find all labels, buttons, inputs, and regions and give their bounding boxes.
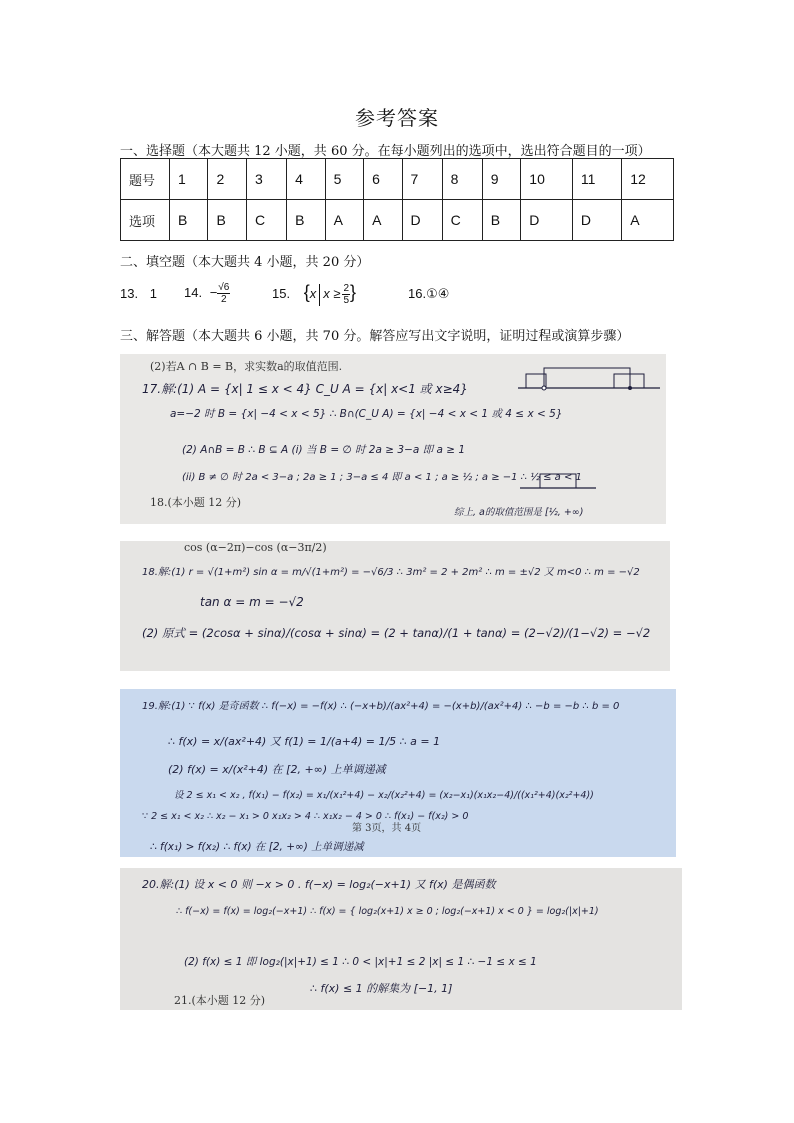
table-cell: B	[287, 200, 325, 241]
section2-heading: 二、填空题（本大题共 4 小题，共 20 分）	[120, 255, 370, 270]
answer-14	[184, 282, 230, 305]
handwritten-line: tan α = m = −√2	[200, 595, 304, 609]
photo-solution-18	[120, 541, 670, 671]
handwritten-line: 17.解:(1) A = {x| 1 ≤ x < 4} C_U A = {x| x<1 或 x≥4}	[142, 382, 468, 396]
handwritten-line: 20.解:(1) 设 x < 0 则 −x > 0 . f(−x) = log₂(−x+1) 又 f(x) 是偶函数	[142, 878, 496, 891]
handwritten-line: 设 2 ≤ x₁ < x₂ , f(x₁) − f(x₂) = x₁/(x₁²+4) − x₂/(x₂²+4) = (x₂−x₁)(x₁x₂−4)/((x₁²+4)(x₂²+4))	[174, 790, 594, 801]
handwritten-line: ∵ 2 ≤ x₁ < x₂ ∴ x₂ − x₁ > 0 x₁x₂ > 4 ∴ x₁x₂ − 4 > 0 ∴ f(x₁) − f(x₂) > 0	[142, 811, 469, 822]
table-cell: D	[572, 200, 621, 241]
table-cell: B	[208, 200, 246, 241]
table-cell: C	[442, 200, 482, 241]
q15-open-brace: {	[303, 282, 310, 302]
table-cell: A	[364, 200, 402, 241]
photo-solution-20	[120, 868, 682, 1010]
table-cell: B	[482, 200, 520, 241]
photo-solution-17	[120, 354, 666, 524]
row-label-answer: 选项	[121, 200, 170, 241]
printed-question-text: (2)若A ∩ B = B，求实数a的取值范围.	[150, 360, 343, 373]
q14-sign: −	[209, 284, 218, 300]
printed-question-text: cos (α−2π)−cos (α−3π/2)	[184, 541, 327, 554]
q16-label: 16.	[408, 286, 427, 301]
table-cell: 11	[572, 159, 621, 200]
table-cell: D	[402, 200, 442, 241]
q13-label: 13.	[120, 286, 139, 301]
q16-value: ①④	[426, 286, 450, 301]
q15-condition: x ≥	[323, 286, 341, 301]
q14-numerator: √6	[218, 282, 230, 293]
page-number-text: 第 3页，共 4页	[352, 823, 422, 834]
section1-heading: 一、选择题（本大题共 12 小题，共 60 分。在每小题列出的选项中，选出符合题目的一项）	[120, 144, 651, 159]
q15-fraction	[342, 283, 350, 306]
q14-label: 14.	[184, 284, 203, 300]
handwritten-line: ∴ f(−x) = f(x) = log₂(−x+1) ∴ f(x) = { log₂(x+1) x ≥ 0 ; log₂(−x+1) x < 0 } = log₂(|x|+1)	[176, 906, 599, 917]
table-cell: D	[521, 200, 573, 241]
table-cell: 5	[325, 159, 363, 200]
table-row	[121, 159, 674, 200]
handwritten-line: (2) f(x) = x/(x²+4) 在 [2, +∞) 上单调递减	[168, 763, 386, 776]
photo-solution-19	[120, 689, 676, 857]
number-line-sketch-icon	[518, 466, 598, 496]
handwritten-line: (2) 原式 = (2cosα + sinα)/(cosα + sinα) = (2 + tanα)/(1 + tanα) = (2−√2)/(1−√2) = −√2	[142, 626, 651, 640]
table-cell: 2	[208, 159, 246, 200]
row-label-number: 题号	[121, 159, 170, 200]
answer-16	[408, 286, 449, 302]
table-cell: 7	[402, 159, 442, 200]
table-cell: A	[622, 200, 674, 241]
table-cell: 4	[287, 159, 325, 200]
handwritten-line: (ii) B ≠ ∅ 时 2a < 3−a ; 2a ≥ 1 ; 3−a ≤ 4 即 a < 1 ; a ≥ ½ ; a ≥ −1 ∴ ½ ≤ a < 1	[182, 472, 582, 483]
handwritten-line: ∴ f(x) = x/(ax²+4) 又 f(1) = 1/(a+4) = 1/5 ∴ a = 1	[168, 735, 441, 748]
answer-table	[120, 158, 674, 241]
handwritten-line: ∴ f(x₁) > f(x₂) ∴ f(x) 在 [2, +∞) 上单调递减	[150, 841, 364, 853]
q14-denominator: 2	[221, 294, 227, 305]
q15-label: 15.	[272, 286, 291, 301]
table-cell: 9	[482, 159, 520, 200]
q14-fraction	[217, 282, 230, 305]
printed-question-text: 21.(本小题 12 分)	[174, 994, 266, 1007]
q15-bar	[319, 284, 320, 306]
answer-13	[120, 286, 157, 301]
table-cell: A	[325, 200, 363, 241]
table-cell: 6	[364, 159, 402, 200]
table-cell: 10	[521, 159, 573, 200]
table-cell: 3	[246, 159, 286, 200]
handwritten-line: ∴ f(x) ≤ 1 的解集为 [−1, 1]	[310, 982, 453, 995]
handwritten-line: a=−2 时 B = {x| −4 < x < 5} ∴ B∩(C_U A) = {x| −4 < x < 1 或 4 ≤ x < 5}	[170, 408, 563, 420]
handwritten-line: 18.解:(1) r = √(1+m²) sin α = m/√(1+m²) = −√6/3 ∴ 3m² = 2 + 2m² ∴ m = ±√2 又 m<0 ∴ m = −√2	[142, 567, 640, 578]
handwritten-line: 19.解:(1) ∵ f(x) 是奇函数 ∴ f(−x) = −f(x) ∴ (−x+b)/(ax²+4) = −(x+b)/(ax²+4) ∴ −b = −b ∴ b = 0	[142, 701, 620, 712]
q15-denominator: 5	[343, 295, 350, 307]
handwritten-line: (2) f(x) ≤ 1 即 log₂(|x|+1) ≤ 1 ∴ 0 < |x|+1 ≤ 2 |x| ≤ 1 ∴ −1 ≤ x ≤ 1	[184, 956, 537, 968]
table-cell: 12	[622, 159, 674, 200]
printed-question-text: 18.(本小题 12 分)	[150, 496, 242, 509]
q15-numerator: 2	[343, 283, 350, 295]
q13-value: 1	[149, 286, 157, 301]
q15-variable: x	[309, 286, 317, 301]
table-cell: B	[170, 200, 208, 241]
table-row	[121, 200, 674, 241]
section3-heading: 三、解答题（本大题共 6 小题，共 70 分。解答应写出文字说明，证明过程或演算步骤）	[120, 329, 630, 344]
handwritten-line: 综上, a的取值范围是 [½, +∞)	[454, 507, 584, 518]
page-title: 参考答案	[355, 106, 439, 130]
handwritten-line: (2) A∩B = B ∴ B ⊆ A (i) 当 B = ∅ 时 2a ≥ 3−a 即 a ≥ 1	[182, 444, 466, 456]
answer-15	[272, 282, 356, 306]
table-cell: 1	[170, 159, 208, 200]
q15-close-brace: }	[350, 282, 357, 302]
table-cell: C	[246, 200, 286, 241]
table-cell: 8	[442, 159, 482, 200]
number-line-sketch-icon	[514, 360, 664, 404]
